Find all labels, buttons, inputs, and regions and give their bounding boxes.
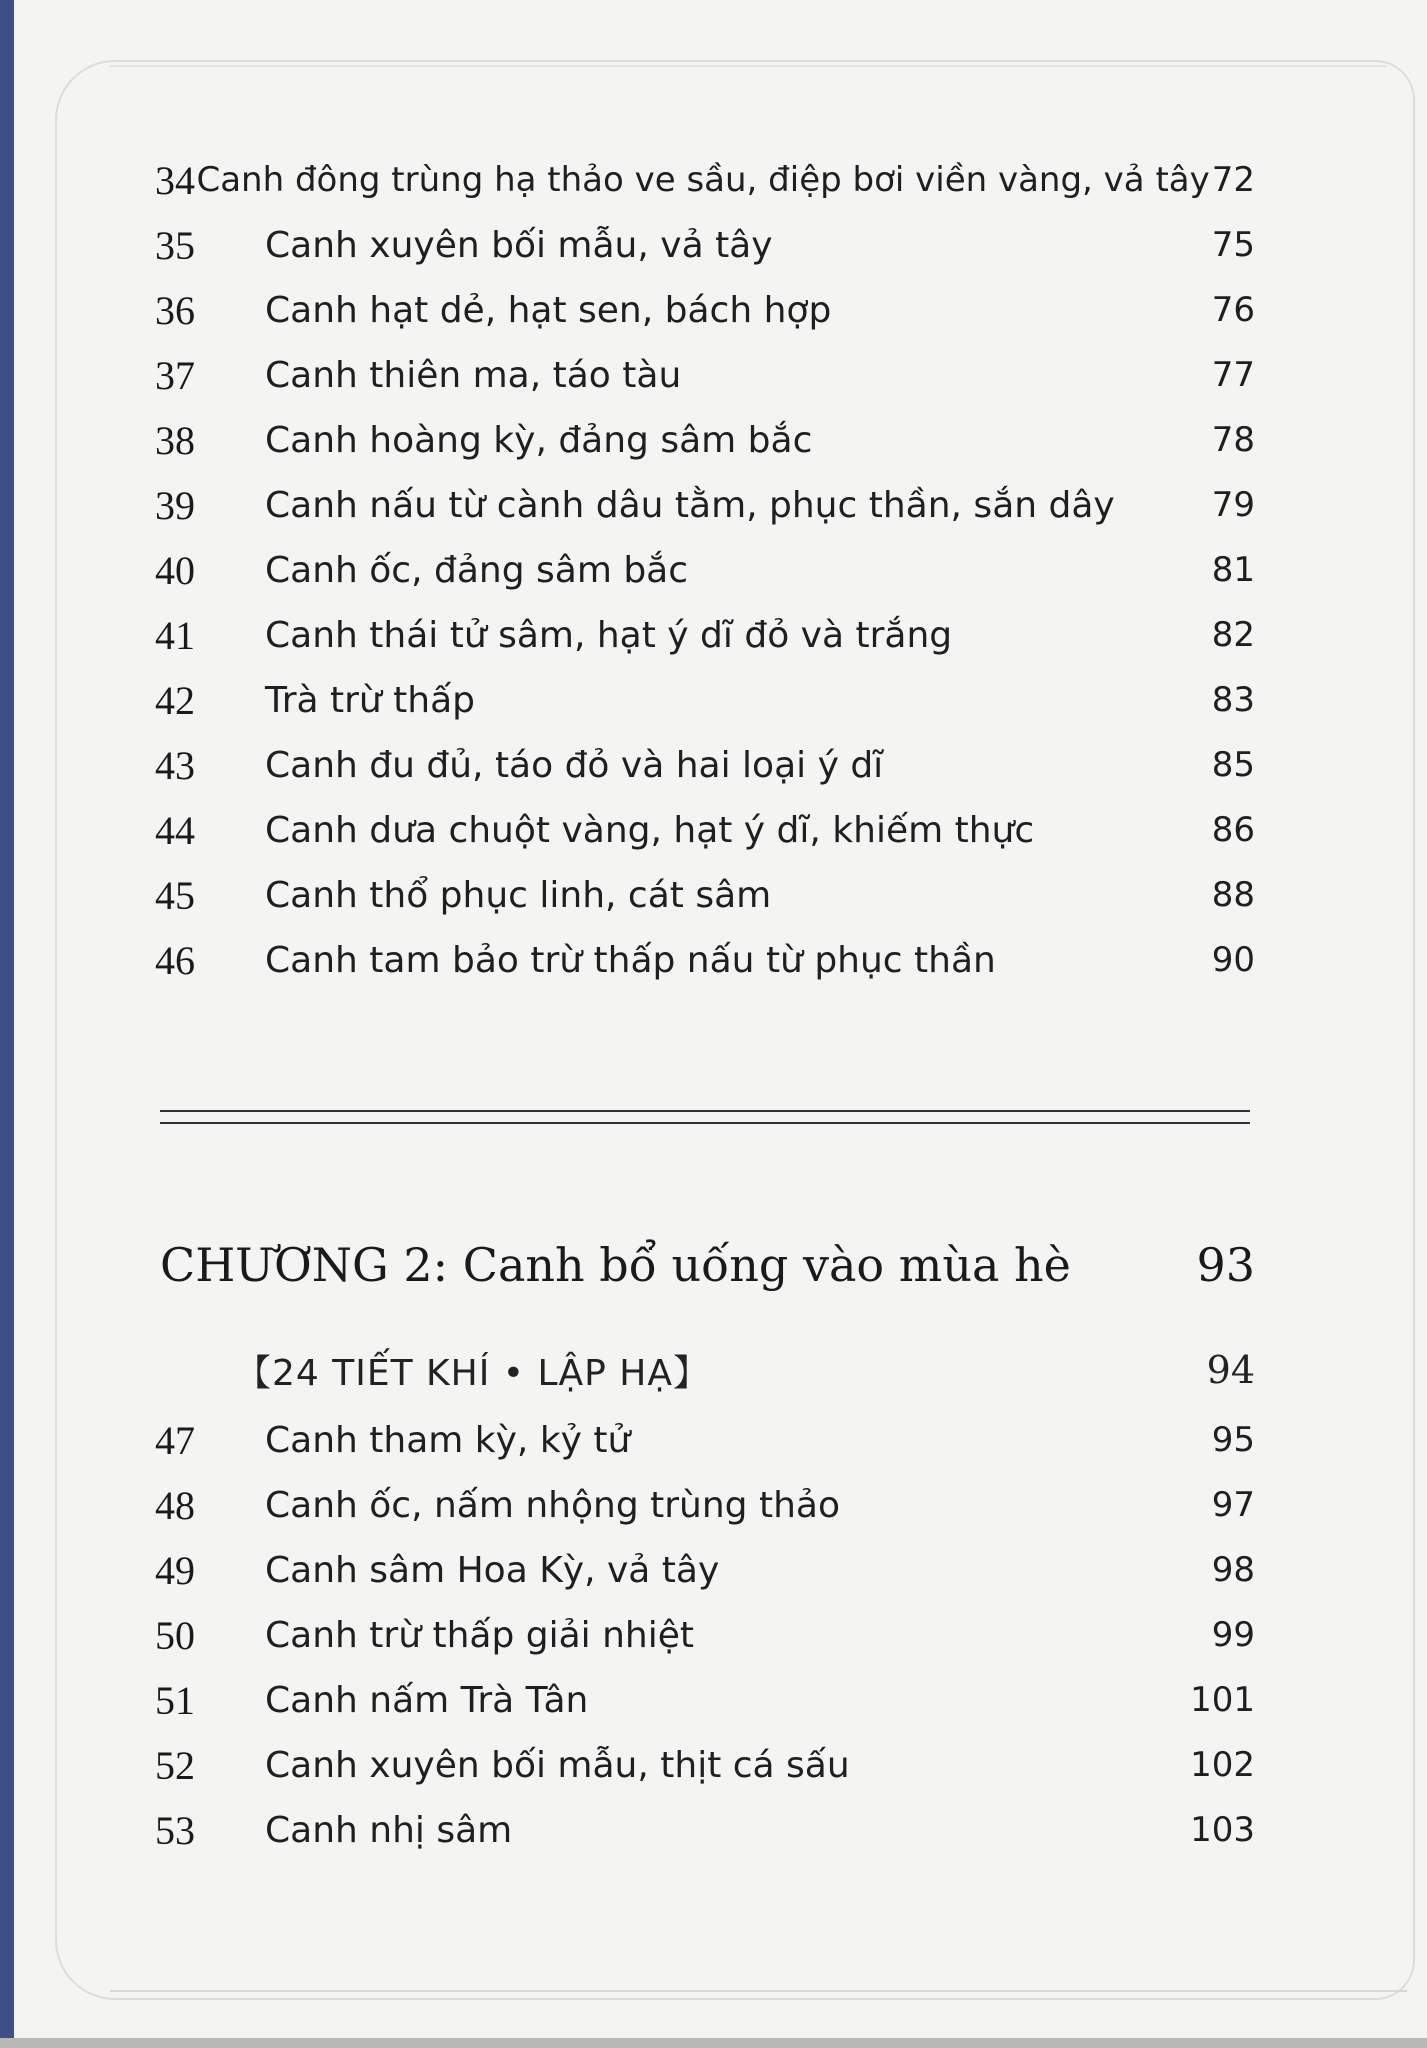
entry-page: 98 xyxy=(1211,1550,1255,1590)
entry-page: 79 xyxy=(1211,485,1255,525)
divider-line-top xyxy=(160,1110,1250,1112)
page-bottom-edge xyxy=(0,2038,1427,2048)
entry-page: 78 xyxy=(1211,420,1255,460)
entry-number: 51 xyxy=(155,1677,195,1723)
toc-entry xyxy=(155,280,1255,340)
toc-entry xyxy=(155,1735,1255,1795)
toc-entry xyxy=(155,735,1255,795)
entry-page: 103 xyxy=(1190,1810,1255,1850)
entry-page: 72 xyxy=(1211,160,1255,200)
entry-page: 77 xyxy=(1211,355,1255,395)
entry-title: Canh nhị sâm xyxy=(265,1809,513,1851)
entry-title: Trà trừ thấp xyxy=(265,679,476,721)
entry-number: 47 xyxy=(155,1417,195,1463)
toc-entry xyxy=(155,605,1255,665)
entry-title: Canh ốc, nấm nhộng trùng thảo xyxy=(265,1484,840,1526)
entry-page: 101 xyxy=(1190,1680,1255,1720)
entry-title: Canh dưa chuột vàng, hạt ý dĩ, khiếm thực xyxy=(265,809,1035,851)
entry-page: 82 xyxy=(1211,615,1255,655)
entry-page: 99 xyxy=(1211,1615,1255,1655)
entry-page: 102 xyxy=(1190,1745,1255,1785)
entry-title: Canh thổ phục linh, cát sâm xyxy=(265,874,772,916)
toc-entry xyxy=(155,150,1255,210)
entry-title: Canh nấu từ cành dâu tằm, phục thần, sắn dây xyxy=(265,484,1115,526)
toc-entry xyxy=(155,865,1255,925)
entry-page: 76 xyxy=(1211,290,1255,330)
entry-number: 43 xyxy=(155,742,195,788)
entry-page: 85 xyxy=(1211,745,1255,785)
toc-entry xyxy=(155,475,1255,535)
entry-title: Canh hoàng kỳ, đảng sâm bắc xyxy=(265,419,813,461)
entry-number: 50 xyxy=(155,1612,195,1658)
entry-title: Canh thái tử sâm, hạt ý dĩ đỏ và trắng xyxy=(265,614,953,656)
frame-line-bottom xyxy=(110,1990,1407,1992)
entry-number: 35 xyxy=(155,222,195,268)
toc-entry xyxy=(155,930,1255,990)
entry-page: 83 xyxy=(1211,680,1255,720)
entry-title: Canh đông trùng hạ thảo ve sầu, điệp bơi viền vàng, vả tây xyxy=(196,160,1210,200)
entry-title: Canh nấm Trà Tân xyxy=(265,1679,589,1721)
toc-entry xyxy=(155,1540,1255,1600)
entry-number: 37 xyxy=(155,352,195,398)
toc-entry xyxy=(155,540,1255,600)
entry-page: 90 xyxy=(1211,940,1255,980)
entry-title: Canh xuyên bối mẫu, thịt cá sấu xyxy=(265,1744,850,1786)
entry-number: 49 xyxy=(155,1547,195,1593)
entry-number: 38 xyxy=(155,417,195,463)
entry-number: 41 xyxy=(155,612,195,658)
entry-number: 39 xyxy=(155,482,195,528)
entry-number: 53 xyxy=(155,1807,195,1853)
entry-title: Canh tam bảo trừ thấp nấu từ phục thần xyxy=(265,939,996,981)
entry-page: 81 xyxy=(1211,550,1255,590)
frame-line-top xyxy=(110,65,1387,67)
entry-title: Canh xuyên bối mẫu, vả tây xyxy=(265,224,773,266)
entry-page: 95 xyxy=(1211,1420,1255,1460)
section-heading xyxy=(235,1340,1255,1400)
toc-entry xyxy=(155,345,1255,405)
entry-title: Canh ốc, đảng sâm bắc xyxy=(265,549,689,591)
chapter-page: 93 xyxy=(1196,1238,1255,1292)
entry-number: 45 xyxy=(155,872,195,918)
chapter-title: CHƯƠNG 2: Canh bổ uống vào mùa hè xyxy=(160,1238,1071,1292)
entry-number: 44 xyxy=(155,807,195,853)
toc-entry xyxy=(155,1475,1255,1535)
page-left-edge xyxy=(0,0,14,2048)
entry-number: 34 xyxy=(155,157,195,203)
section-title: 【24 TIẾT KHÍ • LẬP HẠ】 xyxy=(235,1352,710,1394)
entry-number: 40 xyxy=(155,547,195,593)
entry-number: 46 xyxy=(155,937,195,983)
entry-page: 97 xyxy=(1211,1485,1255,1525)
entry-title: Canh hạt dẻ, hạt sen, bách hợp xyxy=(265,289,832,331)
chapter-heading xyxy=(160,1230,1255,1300)
entry-page: 86 xyxy=(1211,810,1255,850)
section-page: 94 xyxy=(1206,1348,1255,1392)
toc-entry xyxy=(155,1800,1255,1860)
toc-entry xyxy=(155,1605,1255,1665)
divider-line-bottom xyxy=(160,1122,1250,1124)
toc-entry xyxy=(155,215,1255,275)
entry-number: 42 xyxy=(155,677,195,723)
entry-page: 88 xyxy=(1211,875,1255,915)
entry-number: 48 xyxy=(155,1482,195,1528)
entry-title: Canh đu đủ, táo đỏ và hai loại ý dĩ xyxy=(265,744,884,786)
entry-number: 36 xyxy=(155,287,195,333)
entry-title: Canh trừ thấp giải nhiệt xyxy=(265,1614,694,1656)
toc-entry xyxy=(155,800,1255,860)
entry-number: 52 xyxy=(155,1742,195,1788)
entry-title: Canh sâm Hoa Kỳ, vả tây xyxy=(265,1549,720,1591)
toc-entry xyxy=(155,670,1255,730)
toc-entry xyxy=(155,1670,1255,1730)
toc-entry xyxy=(155,1410,1255,1470)
toc-entry xyxy=(155,410,1255,470)
entry-title: Canh tham kỳ, kỷ tử xyxy=(265,1419,631,1461)
entry-page: 75 xyxy=(1211,225,1255,265)
entry-title: Canh thiên ma, táo tàu xyxy=(265,354,682,396)
